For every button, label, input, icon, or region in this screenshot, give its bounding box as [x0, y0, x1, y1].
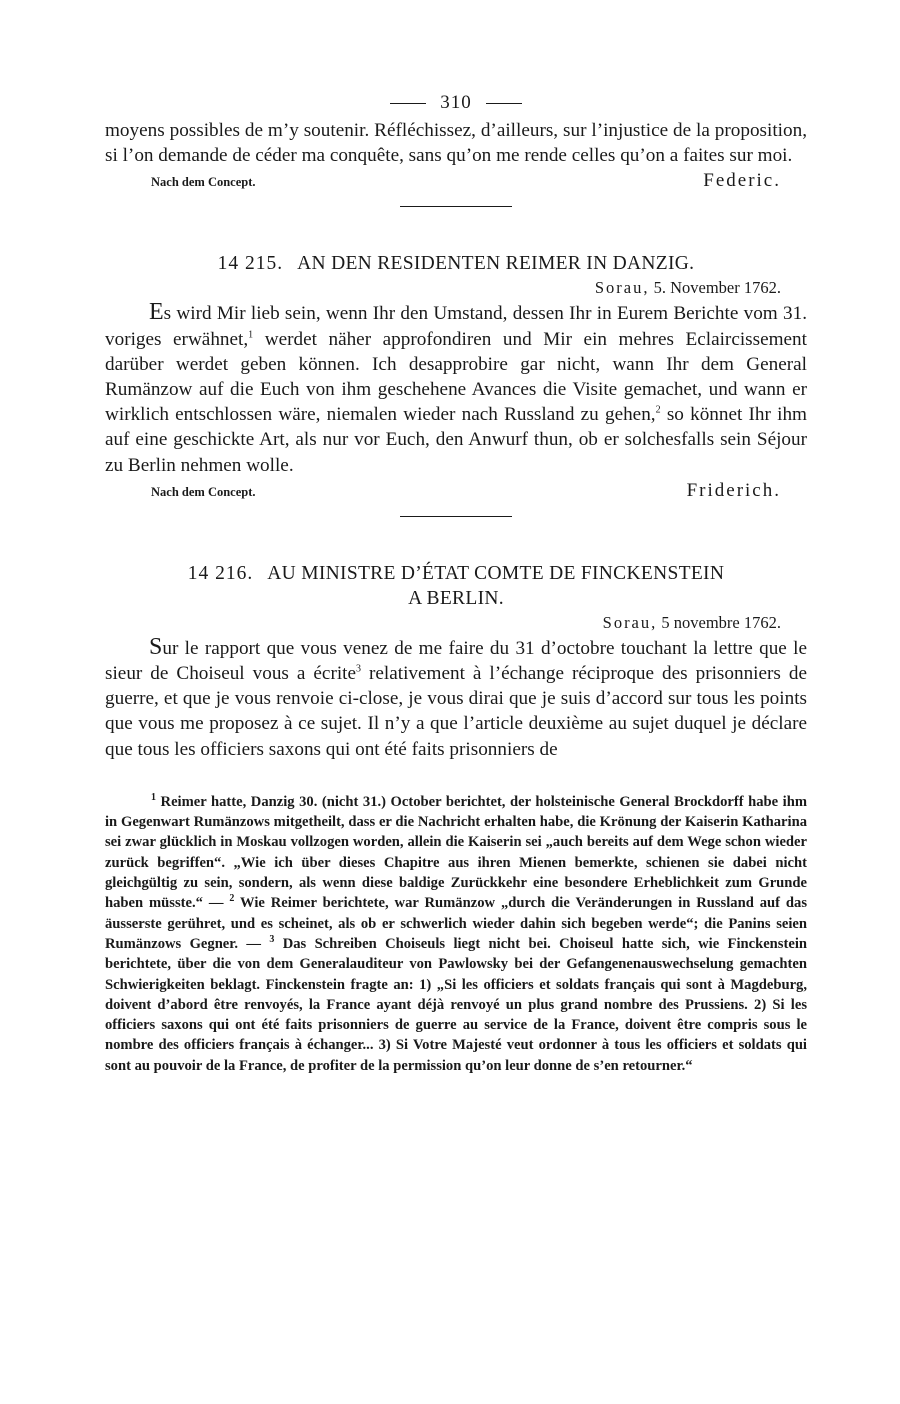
section-divider-2 — [400, 516, 512, 517]
letter-heading-14216 — [105, 561, 807, 611]
letter1-source-note: Nach dem Concept. — [151, 484, 256, 499]
footnote-text: Wie Reimer berichtete, war Rumänzow „durch die Veränderungen in Russland auf das äusserste gerühret, und es scheinet, als ob er schwerlich wieder dahin sich begeben werde“; die Panins seien Rumänzows Gegner. — — [105, 895, 807, 952]
intro-signature: Federic. — [703, 170, 781, 192]
page-number-dash-right — [486, 103, 522, 104]
letter1-signature: Friderich. — [686, 479, 781, 501]
body-text-part: werdet näher approfondiren und Mir ein mehres Eclaircissement darüber werdet geben können. Ich desapprobire gar nicht, wann Ihr dem General Rumänzow auf die Euch von ihm geschehene Avances die Visite gemachet, und wann er wirklich entschlossen wäre, niemalen wieder nach Russland zu gehen, — [105, 328, 807, 426]
footnotes — [105, 792, 807, 1076]
footnote-block — [105, 792, 807, 1076]
footnote-marker: 1 — [151, 791, 156, 803]
footnote-text: Reimer hatte, Danzig 30. (nicht 31.) October berichtet, der holsteinische General Brockdorff habe ihm in Gegenwart Rumänzows mitgetheilt, dass er die Nachricht erhalten habe, die Krönung der Kaiserin Katharina sei zwar glücklich in Moskau vollzogen worden, allein die Kaiserin sei „auch bereits auf dem Wege schon wieder zurück begriffen“. „Wie ich über dieses Chapitre aus ihren Mienen bemerkte, schienen sie dabei nicht gleichgültig zu sein, sondern, als wenn diese baldige Zurückkehr eine besondere Erheblichkeit zum Grunde haben müsste.“ — — [105, 793, 807, 912]
footnote-marker: 2 — [229, 893, 235, 905]
page-number: 310 — [440, 92, 472, 113]
document-page — [105, 88, 807, 1076]
letter-dateline — [105, 276, 781, 300]
dateline-date: 5 novembre 1762. — [661, 612, 781, 632]
intro-paragraph: moyens possibles de m’y soutenir. Réfléchissez, d’ailleurs, sur l’injustice de la proposition, si l’on demande de céder ma conquête, sans qu’on me rende celles qu’on a faites sur moi. — [105, 120, 807, 167]
dateline-place: Sorau, — [594, 278, 650, 298]
footnote-marker: 3 — [269, 934, 275, 946]
page-number-line — [105, 88, 807, 118]
letter-dateline — [105, 611, 781, 635]
initial-letter: E — [149, 299, 164, 326]
letter-body-14216 — [105, 635, 807, 762]
initial-letter: S — [149, 633, 163, 660]
footnote-ref: 3 — [356, 663, 362, 675]
footnote-ref: 2 — [655, 404, 661, 416]
body-text-part: ur le rapport que vous venez de me faire du 31 d’octobre touchant la lettre que le sieur de Choiseul vous a écrite — [105, 637, 807, 685]
dateline-date: 5. November 1762. — [653, 278, 781, 298]
letter1-sign-row — [105, 480, 807, 502]
letter-body-14215 — [105, 300, 807, 477]
page-number-dash-left — [390, 103, 426, 104]
letter-number: 14 216. — [187, 562, 254, 584]
letter-title: AU MINISTRE D’ÉTAT COMTE DE FINCKENSTEIN — [267, 562, 725, 584]
body-text-part: relativement à l’échange réciproque des prisonniers de guerre, et que je vous renvoie ci-close, je vous dirai que je suis d’accord sur tous les points que vous me proposez à ce sujet. Il n’y a que l’article deuxième au sujet duquel je déclare que tous les officiers saxons qui ont été faits prisonniers de — [105, 663, 807, 760]
footnote-ref: 1 — [248, 329, 254, 341]
letter-heading-14215 — [105, 251, 807, 276]
intro-source-note: Nach dem Concept. — [151, 175, 256, 190]
intro-sign-row — [105, 170, 807, 192]
body-text-part: s wird Mir lieb sein, wenn Ihr den Umstand, dessen Ihr in Eurem Berichte vom 31. voriges erwähnet, — [105, 303, 807, 350]
footnote-text: Das Schreiben Choiseuls liegt nicht bei. Choiseul hatte sich, wie Finckenstein berichtete, über die von dem Generalauditeur von Pawlowsky bei der Gefangenenauswechselung gemachten Schwierigkeiten beklagt. Finckenstein fragte an: 1) „Si les officiers et soldats français qui sont à Magdeburg, doivent d’abord être renvoyés, la France ayant déjà renvoyé un plus grand nombre des Prussiens. 2) Si les officiers saxons qui ont été faits prisonniers de guerre au service de la France, doivent être compris sous le nombre des officiers français à échanger... 3) Si Votre Majesté veut ordonner à tous les officiers et soldats qui sont au pouvoir de la France, de profiter de la permission qu’on leur donne de s’en retourner.“ — [105, 935, 807, 1074]
letter-number: 14 215. — [217, 253, 284, 275]
letter-title: AN DEN RESIDENTEN REIMER IN DANZIG. — [297, 253, 695, 275]
letter-title-line2: A BERLIN. — [408, 587, 504, 609]
dateline-place: Sorau, — [602, 612, 658, 632]
body-text-part: so könnet Ihr ihm auf eine geschickte Art, als nur vor Euch, den Anwurf thun, ob er solchesfalls sein Séjour zu Berlin nehmen wolle. — [105, 404, 807, 476]
section-divider-1 — [400, 206, 512, 207]
